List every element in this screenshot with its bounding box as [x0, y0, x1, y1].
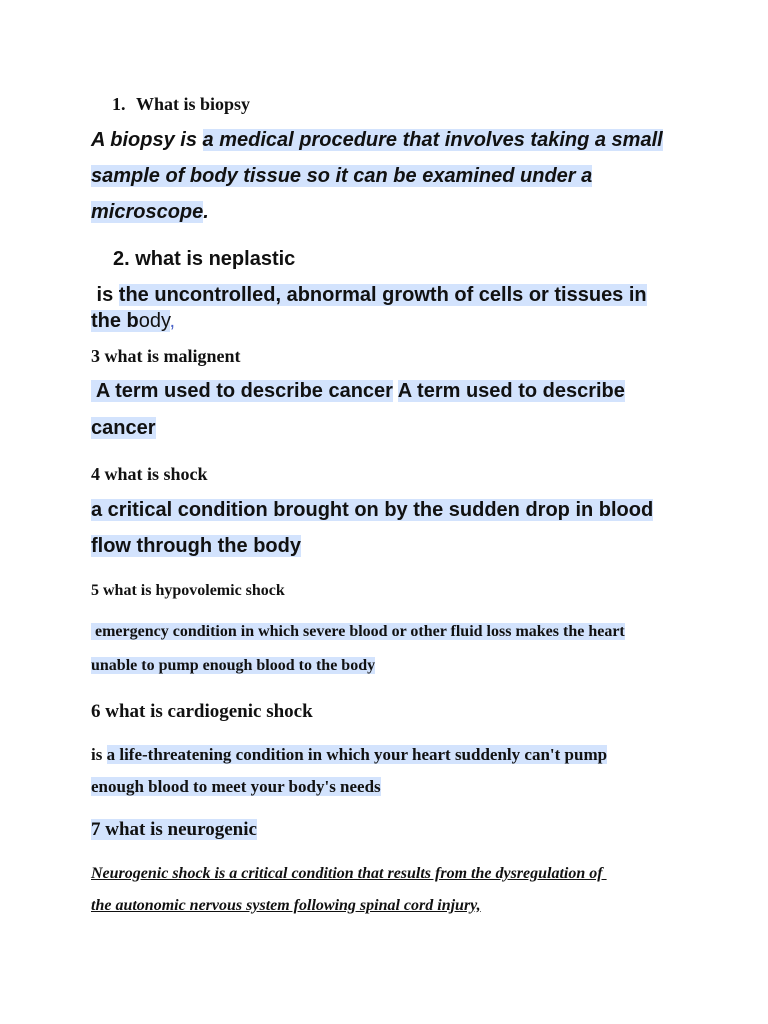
answer-5-highlight-2: unable to pump enough blood to the body: [91, 657, 376, 674]
answer-6-highlight-1: a life-threatening condition in which your heart suddenly can't pump: [106, 745, 608, 764]
answer-5-highlight-1: emergency condition in which severe blood or other fluid loss makes the heart: [91, 623, 625, 640]
answer-7-text-2: the autonomic nervous system following spinal cord injury,: [91, 897, 481, 914]
question-6-title: 6 what is cardiogenic shock: [91, 701, 313, 722]
answer-7-line-1: [91, 865, 607, 883]
answer-1-end: .: [203, 201, 209, 223]
answer-1-line-3: [91, 201, 209, 224]
answer-6-highlight-2: enough blood to meet your body's needs: [91, 777, 381, 796]
answer-1-highlight-3: microscope: [91, 201, 204, 223]
answer-5-line-1: [91, 623, 625, 641]
question-7-title-text: 7 what is neurogenic: [91, 819, 257, 840]
answer-4-line-2: [91, 535, 301, 558]
answer-2-line-1: [91, 284, 647, 307]
question-2-title: 2. what is neplastic: [113, 248, 296, 270]
question-3-title: 3 what is malignent: [91, 346, 241, 366]
answer-6-line-2: [91, 777, 381, 797]
answer-3-line-2: [91, 417, 156, 440]
answer-1-highlight-1: a medical procedure that involves taking a small: [202, 129, 663, 151]
question-7-title: [91, 819, 257, 841]
question-1-title: What is biopsy: [136, 94, 251, 114]
answer-2-lead: is: [91, 284, 119, 306]
answer-4-line-1: [91, 499, 653, 522]
answer-5-line-2: [91, 657, 375, 675]
answer-3-line-1: [91, 380, 625, 403]
answer-2-highlight-1: the uncontrolled, abnormal growth of cells or tissues in: [118, 284, 647, 306]
answer-1-line-2: [91, 165, 592, 188]
answer-2-line-2: [91, 310, 175, 333]
answer-3-highlight-2: A term used to describe: [397, 380, 625, 402]
answer-2-highlight-2b: ody: [138, 310, 170, 332]
answer-4-highlight-2: flow through the body: [91, 535, 301, 557]
answer-3-highlight-1: A term used to describe cancer: [91, 380, 393, 402]
answer-7-text-1: Neurogenic shock is a critical condition that results from the dysregulation of: [91, 865, 607, 882]
answer-1-line-1: [91, 129, 663, 152]
answer-6-line-1: [91, 745, 607, 765]
answer-3-highlight-3: cancer: [91, 417, 156, 439]
answer-7-line-2: [91, 897, 481, 915]
answer-1-lead: A biopsy is: [91, 129, 203, 151]
answer-2-comma: ,: [169, 310, 176, 332]
answer-1-highlight-2: sample of body tissue so it can be examined under a: [91, 165, 593, 187]
answer-4-highlight-1: a critical condition brought on by the sudden drop in blood: [91, 499, 654, 521]
list-number: 1.: [112, 94, 126, 114]
answer-2-highlight-2a: the b: [91, 310, 139, 332]
question-5-title: 5 what is hypovolemic shock: [91, 582, 285, 599]
question-1-heading: [112, 94, 250, 115]
answer-6-lead: is: [91, 745, 107, 764]
question-4-title: 4 what is shock: [91, 464, 208, 484]
